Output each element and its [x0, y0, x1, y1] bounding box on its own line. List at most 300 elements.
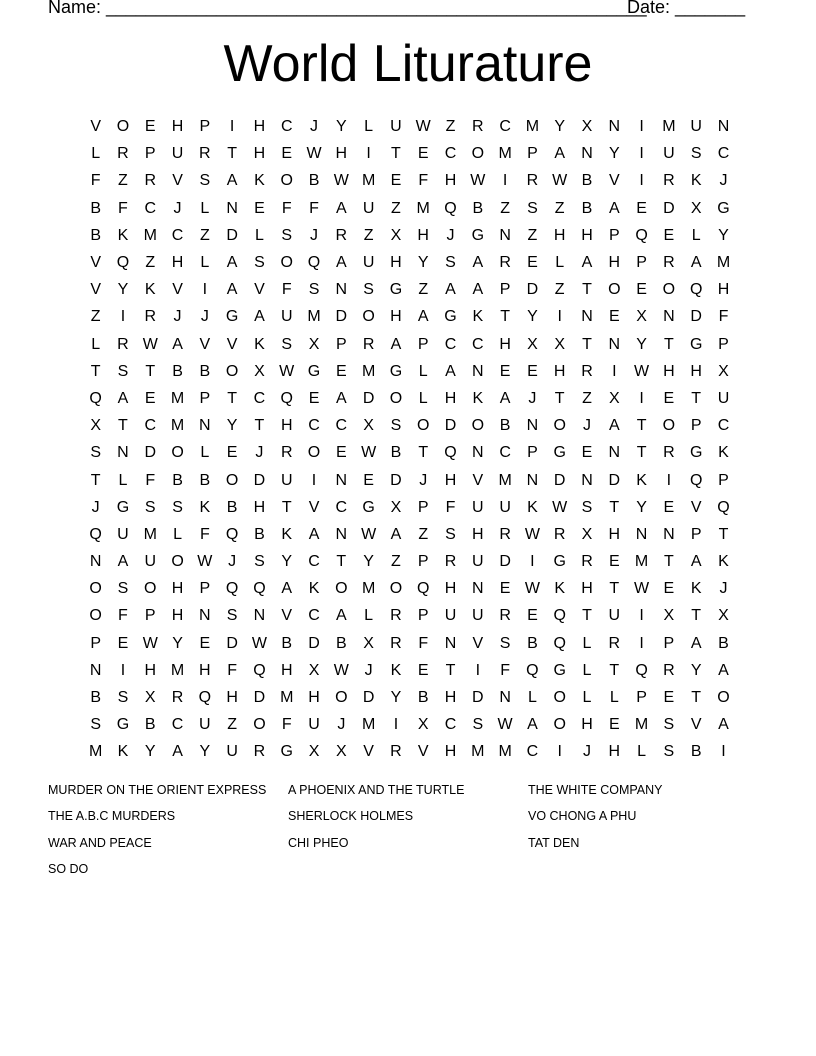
grid-letter: F [90, 172, 101, 190]
grid-letter: X [308, 335, 320, 353]
grid-letter: I [639, 607, 644, 625]
grid-letter: F [118, 607, 128, 625]
grid-letter: T [254, 417, 265, 435]
grid-letter: R [581, 362, 593, 380]
grid-letter: A [445, 362, 456, 380]
grid-letter: G [389, 281, 403, 299]
grid-letter: H [472, 525, 484, 543]
grid-letter: T [609, 661, 620, 679]
grid-letter: N [581, 145, 593, 163]
grid-letter: X [335, 743, 347, 761]
grid-letter: X [608, 389, 620, 407]
grid-letter: Q [689, 281, 703, 299]
grid-letter: N [526, 417, 539, 435]
grid-letter: J [310, 226, 319, 244]
grid-letter: E [636, 281, 647, 299]
grid-letter: P [499, 281, 511, 299]
grid-letter: D [226, 634, 238, 652]
grid-letter: X [581, 525, 593, 543]
grid-letter: A [117, 553, 129, 571]
grid-letter: O [416, 417, 430, 435]
grid-letter: F [281, 199, 292, 217]
grid-letter: B [690, 743, 702, 761]
grid-letter: M [498, 471, 512, 489]
grid-row [82, 412, 737, 439]
grid-letter: Z [227, 716, 238, 734]
grid-letter: G [553, 661, 566, 679]
grid-letter: V [226, 335, 238, 353]
grid-letter: O [116, 118, 130, 136]
grid-letter: H [444, 689, 457, 707]
grid-letter: P [417, 498, 429, 516]
grid-letter: E [390, 172, 402, 190]
grid-letter: M [361, 716, 376, 734]
grid-letter: R [499, 607, 511, 625]
grid-letter: Y [554, 118, 566, 136]
grid-letter: T [691, 689, 702, 707]
grid-letter: U [199, 716, 211, 734]
grid-letter: D [690, 308, 702, 326]
grid-letter: S [663, 716, 675, 734]
grid-letter: S [527, 199, 538, 217]
grid-letter: Q [635, 226, 648, 244]
grid-letter: Q [89, 525, 102, 543]
grid-letter: B [499, 417, 511, 435]
grid-letter: V [308, 498, 320, 516]
grid-letter: R [199, 145, 211, 163]
grid-letter: N [581, 308, 593, 326]
grid-letter: Y [281, 553, 293, 571]
grid-letter: T [391, 145, 401, 163]
grid-letter: P [144, 145, 156, 163]
grid-letter: X [718, 362, 729, 380]
grid-letter: E [663, 689, 675, 707]
word-list-item: A PHOENIX AND THE TURTLE [288, 783, 465, 797]
grid-letter: U [690, 118, 702, 136]
grid-letter: U [226, 743, 238, 761]
grid-letter: A [308, 525, 320, 543]
grid-letter: C [499, 118, 511, 136]
grid-letter: O [171, 553, 184, 571]
grid-letter: N [608, 118, 621, 136]
grid-letter: Y [417, 254, 429, 272]
grid-letter: X [581, 118, 593, 136]
grid-letter: Y [172, 634, 183, 652]
grid-letter: F [309, 199, 319, 217]
grid-letter: O [171, 444, 184, 462]
grid-letter: V [90, 281, 101, 299]
grid-letter: E [527, 254, 538, 272]
grid-letter: X [554, 335, 566, 353]
grid-letter: L [609, 689, 619, 707]
grid-letter: D [362, 389, 375, 407]
grid-letter: V [172, 281, 183, 299]
grid-letter: K [554, 580, 566, 598]
grid-letter: P [417, 335, 429, 353]
grid-letter: X [254, 362, 265, 380]
grid-letter: Y [144, 743, 156, 761]
grid-letter: M [143, 525, 157, 543]
grid-letter: B [390, 444, 402, 462]
grid-letter: Z [554, 199, 565, 217]
grid-letter: V [254, 281, 265, 299]
word-list-item: CHI PHEO [288, 835, 349, 850]
grid-letter: H [717, 281, 730, 299]
grid-row [82, 276, 737, 303]
grid-letter: L [200, 444, 210, 462]
grid-letter: J [173, 199, 182, 217]
grid-letter: S [390, 417, 402, 435]
grid-letter: N [89, 661, 102, 679]
grid-letter: I [612, 362, 617, 380]
grid-letter: L [582, 634, 592, 652]
grid-letter: U [472, 553, 484, 571]
grid-letter: J [528, 389, 537, 407]
grid-letter: L [173, 525, 182, 543]
grid-letter: G [689, 444, 703, 462]
grid-letter: Q [89, 389, 102, 407]
grid-letter: H [253, 498, 266, 516]
grid-letter: O [389, 580, 403, 598]
grid-letter: D [526, 281, 539, 299]
grid-letter: S [499, 634, 511, 652]
grid-letter: H [608, 525, 621, 543]
grid-letter: Z [199, 226, 210, 244]
grid-letter: W [197, 553, 213, 571]
grid-letter: E [117, 634, 129, 652]
grid-letter: I [202, 281, 208, 299]
grid-letter: I [557, 743, 562, 761]
grid-letter: S [445, 525, 456, 543]
grid-row [82, 521, 737, 548]
grid-letter: H [499, 335, 511, 353]
grid-letter: X [636, 308, 647, 326]
grid-letter: M [416, 199, 430, 217]
grid-letter: O [253, 716, 266, 734]
grid-letter: H [199, 661, 211, 679]
grid-letter: I [120, 308, 126, 326]
grid-letter: Q [225, 580, 239, 598]
grid-letter: D [663, 199, 675, 217]
grid-letter: L [200, 199, 210, 217]
grid-letter: F [118, 199, 128, 217]
grid-letter: O [717, 689, 730, 707]
grid-letter: K [472, 308, 484, 326]
grid-letter: T [445, 661, 456, 679]
grid-letter: M [662, 118, 676, 136]
grid-row [82, 140, 737, 167]
grid-letter: A [718, 661, 729, 679]
grid-letter: L [691, 226, 701, 244]
grid-letter: B [90, 199, 101, 217]
grid-letter: P [636, 254, 647, 272]
grid-letter: O [362, 308, 375, 326]
grid-letter: J [255, 444, 264, 462]
grid-letter: N [581, 471, 593, 489]
grid-letter: N [226, 199, 238, 217]
grid-letter: E [499, 362, 511, 380]
grid-letter: R [390, 607, 402, 625]
grid-letter: P [144, 607, 156, 625]
grid-letter: P [718, 471, 729, 489]
grid-letter: Z [554, 281, 565, 299]
grid-letter: F [199, 525, 210, 543]
grid-letter: M [361, 172, 376, 190]
grid-letter: B [281, 634, 293, 652]
grid-letter: N [253, 607, 266, 625]
grid-letter: J [364, 661, 373, 679]
grid-letter: J [582, 743, 591, 761]
grid-letter: S [254, 553, 265, 571]
grid-letter: R [608, 634, 621, 652]
grid-letter: A [690, 634, 702, 652]
grid-letter: C [717, 145, 730, 163]
grid-letter: T [500, 308, 510, 326]
grid-row [82, 222, 737, 249]
grid-letter: C [335, 498, 348, 516]
grid-letter: A [226, 172, 238, 190]
grid-letter: O [662, 417, 676, 435]
grid-letter: S [117, 362, 129, 380]
grid-letter: S [472, 716, 484, 734]
word-list-item: SHERLOCK HOLMES [288, 809, 414, 824]
grid-letter: H [280, 661, 293, 679]
grid-letter: U [117, 525, 129, 543]
grid-letter: U [144, 553, 157, 571]
grid-letter: A [527, 716, 538, 734]
grid-letter: C [144, 199, 157, 217]
grid-letter: M [634, 553, 649, 571]
grid-letter: F [418, 634, 429, 652]
grid-letter: T [582, 281, 592, 299]
grid-letter: A [226, 281, 238, 299]
grid-letter: A [172, 743, 183, 761]
grid-letter: E [335, 362, 347, 380]
grid-letter: W [142, 335, 158, 353]
grid-letter: E [226, 444, 238, 462]
grid-letter: L [254, 226, 264, 244]
grid-letter: O [389, 389, 403, 407]
grid-letter: S [581, 498, 593, 516]
grid-letter: B [417, 689, 429, 707]
grid-letter: E [335, 444, 347, 462]
grid-letter: E [499, 580, 511, 598]
grid-letter: G [471, 226, 485, 244]
grid-letter: D [499, 553, 511, 571]
grid-letter: O [553, 417, 566, 435]
grid-letter: T [336, 553, 347, 571]
grid-letter: H [417, 226, 429, 244]
grid-letter: R [472, 118, 484, 136]
grid-letter: R [335, 226, 348, 244]
grid-letter: I [366, 145, 371, 163]
grid-letter: Y [335, 118, 347, 136]
grid-letter: I [475, 661, 481, 679]
grid-letter: B [581, 199, 593, 217]
grid-letter: B [199, 362, 211, 380]
grid-letter: K [690, 172, 702, 190]
grid-letter: D [253, 689, 266, 707]
grid-row [82, 249, 737, 276]
grid-letter: U [390, 118, 402, 136]
grid-letter: F [281, 281, 292, 299]
grid-letter: O [225, 471, 239, 489]
grid-letter: H [253, 145, 266, 163]
grid-letter: D [444, 417, 457, 435]
grid-letter: U [171, 145, 184, 163]
grid-letter: O [553, 716, 566, 734]
grid-letter: U [472, 607, 484, 625]
grid-letter: X [690, 199, 702, 217]
grid-letter: W [497, 716, 513, 734]
grid-letter: K [199, 498, 211, 516]
grid-letter: H [444, 172, 457, 190]
grid-letter: G [444, 308, 457, 326]
grid-letter: C [444, 335, 457, 353]
grid-letter: V [608, 172, 620, 190]
grid-letter: P [527, 444, 538, 462]
grid-letter: R [171, 689, 184, 707]
grid-letter: R [390, 634, 402, 652]
grid-letter: B [90, 226, 101, 244]
grid-letter: N [199, 417, 211, 435]
grid-letter: Q [444, 444, 457, 462]
grid-letter: H [444, 743, 457, 761]
grid-letter: T [90, 362, 101, 380]
grid-letter: J [337, 716, 346, 734]
grid-row [82, 113, 737, 140]
name-field-label: Name: ______________________________________________________ [48, 0, 647, 17]
grid-letter: N [472, 580, 484, 598]
grid-letter: V [90, 118, 101, 136]
grid-row [82, 358, 737, 385]
grid-letter: P [636, 689, 647, 707]
grid-letter: N [608, 444, 621, 462]
grid-letter: N [663, 308, 675, 326]
grid-letter: M [498, 145, 512, 163]
grid-letter: V [199, 335, 211, 353]
grid-letter: J [200, 308, 209, 326]
grid-letter: U [499, 498, 511, 516]
grid-letter: E [144, 389, 156, 407]
grid-letter: C [526, 743, 539, 761]
grid-letter: O [225, 362, 239, 380]
grid-letter: E [608, 553, 620, 571]
grid-letter: I [393, 716, 399, 734]
grid-letter: Z [445, 118, 456, 136]
grid-letter: U [444, 607, 457, 625]
grid-letter: S [144, 498, 156, 516]
grid-letter: T [90, 471, 101, 489]
grid-row [82, 548, 737, 575]
grid-letter: J [582, 417, 591, 435]
grid-letter: T [609, 498, 620, 516]
grid-letter: F [500, 661, 510, 679]
grid-letter: L [418, 389, 428, 407]
grid-letter: D [308, 634, 320, 652]
grid-letter: A [335, 607, 347, 625]
grid-letter: X [308, 743, 320, 761]
grid-letter: E [527, 362, 538, 380]
grid-letter: C [499, 444, 511, 462]
grid-letter: G [116, 498, 130, 516]
grid-letter: J [310, 118, 319, 136]
grid-letter: W [279, 362, 295, 380]
grid-letter: N [526, 471, 539, 489]
grid-letter: H [581, 226, 593, 244]
grid-letter: Q [116, 254, 130, 272]
grid-letter: V [172, 172, 183, 190]
grid-letter: S [281, 335, 293, 353]
grid-letter: N [635, 525, 648, 543]
grid-letter: D [472, 689, 484, 707]
grid-letter: A [390, 525, 402, 543]
grid-row [82, 575, 737, 602]
grid-letter: M [498, 743, 512, 761]
grid-letter: C [444, 145, 457, 163]
grid-letter: T [609, 580, 620, 598]
grid-letter: U [663, 145, 675, 163]
grid-letter: W [251, 634, 267, 652]
grid-row [82, 331, 737, 358]
grid-letter: I [639, 172, 644, 190]
grid-letter: E [527, 607, 538, 625]
grid-letter: E [663, 389, 675, 407]
grid-letter: F [418, 172, 429, 190]
grid-letter: B [226, 498, 238, 516]
grid-letter: O [89, 580, 102, 598]
grid-letter: T [691, 389, 702, 407]
grid-letter: T [636, 444, 647, 462]
grid-letter: C [144, 417, 157, 435]
grid-letter: D [144, 444, 157, 462]
grid-letter: X [390, 226, 402, 244]
word-list-item: SO DO [48, 861, 89, 876]
grid-letter: L [418, 362, 428, 380]
page-title: World Liturature [223, 35, 593, 93]
grid-letter: W [361, 525, 377, 543]
grid-letter: H [390, 308, 402, 326]
grid-letter: Y [363, 553, 374, 571]
grid-letter: P [199, 580, 211, 598]
grid-letter: B [335, 634, 347, 652]
grid-letter: K [527, 498, 538, 516]
grid-letter: G [553, 553, 566, 571]
grid-letter: Z [418, 525, 429, 543]
grid-letter: C [308, 417, 320, 435]
grid-letter: P [690, 525, 702, 543]
grid-letter: Y [226, 417, 238, 435]
grid-letter: Z [391, 199, 401, 217]
grid-letter: Z [500, 199, 510, 217]
grid-letter: Z [118, 172, 128, 190]
grid-letter: Y [117, 281, 129, 299]
grid-letter: O [471, 145, 485, 163]
grid-letter: P [199, 389, 211, 407]
grid-letter: N [335, 525, 348, 543]
grid-letter: G [362, 498, 375, 516]
grid-letter: M [170, 661, 185, 679]
grid-letter: T [227, 389, 238, 407]
grid-letter: R [499, 254, 511, 272]
grid-letter: N [117, 444, 129, 462]
word-list-item: WAR AND PEACE [48, 835, 152, 850]
grid-row [82, 684, 737, 711]
grid-letter: A [608, 417, 620, 435]
grid-letter: G [280, 743, 293, 761]
grid-letter: S [308, 281, 320, 299]
grid-letter: M [716, 254, 731, 272]
